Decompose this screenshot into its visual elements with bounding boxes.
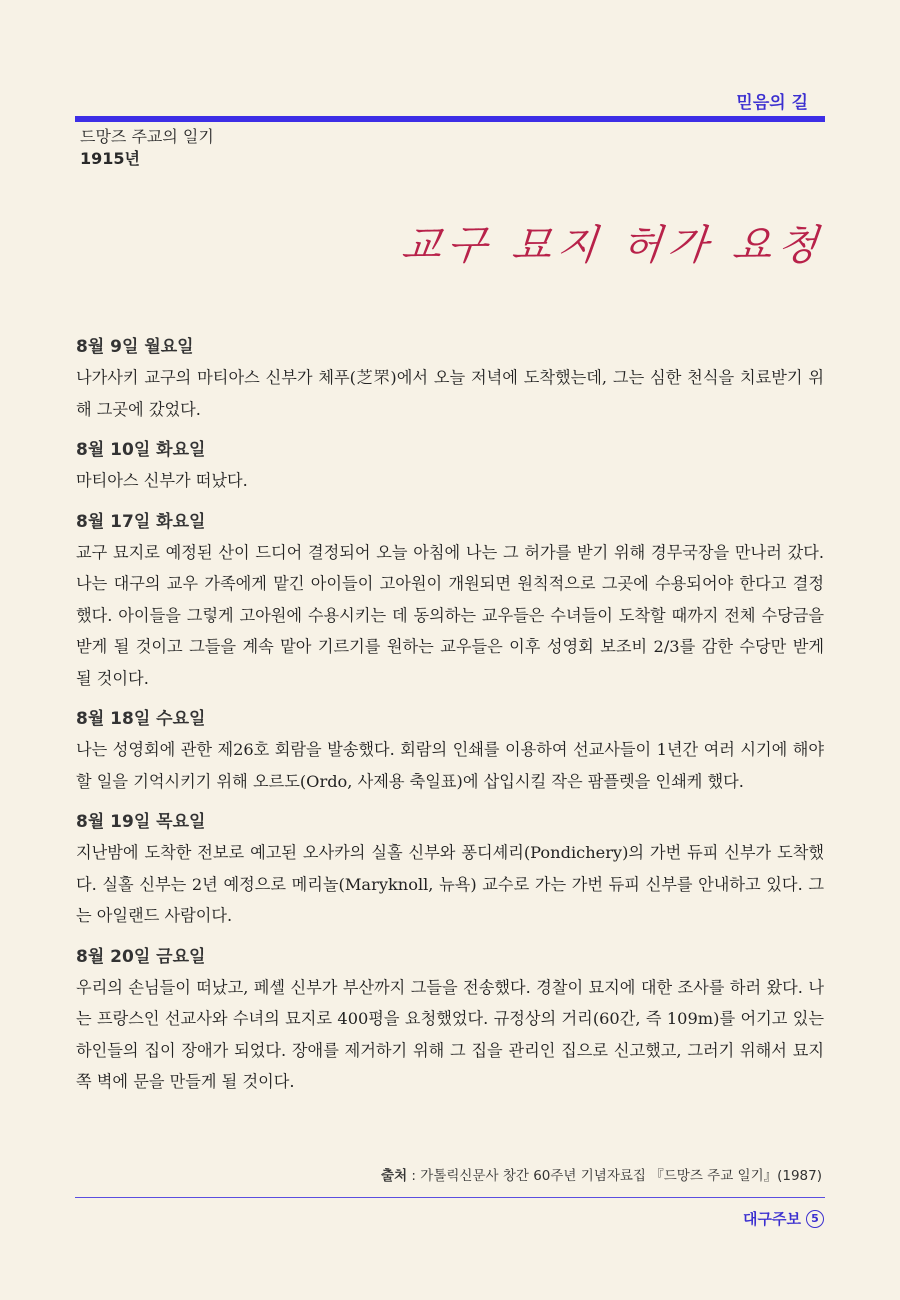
- diary-entry: [76, 942, 824, 1098]
- entry-text: 나는 성영회에 관한 제26호 회람을 발송했다. 회람의 인쇄를 이용하여 선교사들이 1년간 여러 시기에 해야 할 일을 기억시키기 위해 오르도(Ordo, 사제용 축일표)에 삽입시킬 작은 팜플렛을 인쇄케 했다.: [76, 740, 824, 791]
- diary-entry: [76, 332, 824, 425]
- section-tag: 믿음의 길: [736, 93, 808, 113]
- entry-text: 나가사키 교구의 마티아스 신부가 체푸(芝罘)에서 오늘 저녁에 도착했는데, 그는 심한 천식을 치료받기 위해 그곳에 갔었다.: [76, 368, 824, 419]
- top-divider: [75, 116, 825, 122]
- entry-date: 8월 9일 월요일: [76, 337, 194, 357]
- entry-date: 8월 10일 화요일: [76, 440, 206, 460]
- diary-entries: [76, 332, 824, 1108]
- article-title: 교구 묘지 허가 요청: [399, 221, 827, 269]
- diary-entry: [76, 507, 824, 695]
- page-number: 5: [806, 1210, 824, 1228]
- entry-date: 8월 19일 목요일: [76, 812, 206, 832]
- entry-text: 마티아스 신부가 떠났다.: [76, 471, 248, 490]
- diary-entry: [76, 704, 824, 797]
- entry-date: 8월 20일 금요일: [76, 946, 206, 967]
- source-citation: [381, 1164, 822, 1184]
- series-title: 드망즈 주교의 일기: [80, 127, 214, 146]
- source-separator: :: [407, 1168, 421, 1184]
- diary-entry: [76, 807, 824, 932]
- entry-date: 8월 17일 화요일: [76, 511, 206, 532]
- entry-date: 8월 18일 수요일: [76, 709, 206, 729]
- series-header: [80, 126, 214, 170]
- diary-entry: [76, 435, 824, 497]
- publication-name: 대구주보: [743, 1210, 801, 1228]
- series-year: 1915년: [80, 149, 140, 168]
- source-label: 출처: [381, 1168, 408, 1184]
- entry-text: 우리의 손님들이 떠났고, 페셸 신부가 부산까지 그들을 전송했다. 경찰이 묘지에 대한 조사를 하러 왔다. 나는 프랑스인 선교사와 수녀의 묘지로 400평을 요청했었다. 규정상의 거리(60간, 즉 109m)를 어기고 있는 하인들의 집이 장애가 되었다. 장애를 제거하기 위해 그 집을 관리인 집으로 신고했고, 그러기 위해서 묘지 쪽 벽에 문을 만들게 될 것이다.: [76, 977, 825, 1091]
- page-footer: [743, 1208, 824, 1229]
- bottom-divider: [75, 1197, 825, 1198]
- source-text: 가톨릭신문사 창간 60주년 기념자료집 『드망즈 주교 일기』(1987): [420, 1168, 822, 1184]
- entry-text: 지난밤에 도착한 전보로 예고된 오사카의 실홀 신부와 퐁디셰리(Pondichery)의 가번 듀피 신부가 도착했다. 실홀 신부는 2년 예정으로 메리놀(Maryknoll, 뉴욕) 교수로 가는 가번 듀피 신부를 안내하고 있다. 그는 아일랜드 사람이다.: [76, 843, 824, 925]
- entry-text: 교구 묘지로 예정된 산이 드디어 결정되어 오늘 아침에 나는 그 허가를 받기 위해 경무국장을 만나러 갔다. 나는 대구의 교우 가족에게 맡긴 아이들이 고아원이 개원되면 원칙적으로 그곳에 수용되어야 한다고 결정했다. 아이들을 그렇게 고아원에 수용시키는 데 동의하는 교우들은 수녀들이 도착할 때까지 전체 수당금을 받게 될 것이고 그들을 계속 맡아 기르기를 원하는 교우들은 이후 성영회 보조비 2/3를 감한 수당만 받게 될 것이다.: [76, 542, 824, 688]
